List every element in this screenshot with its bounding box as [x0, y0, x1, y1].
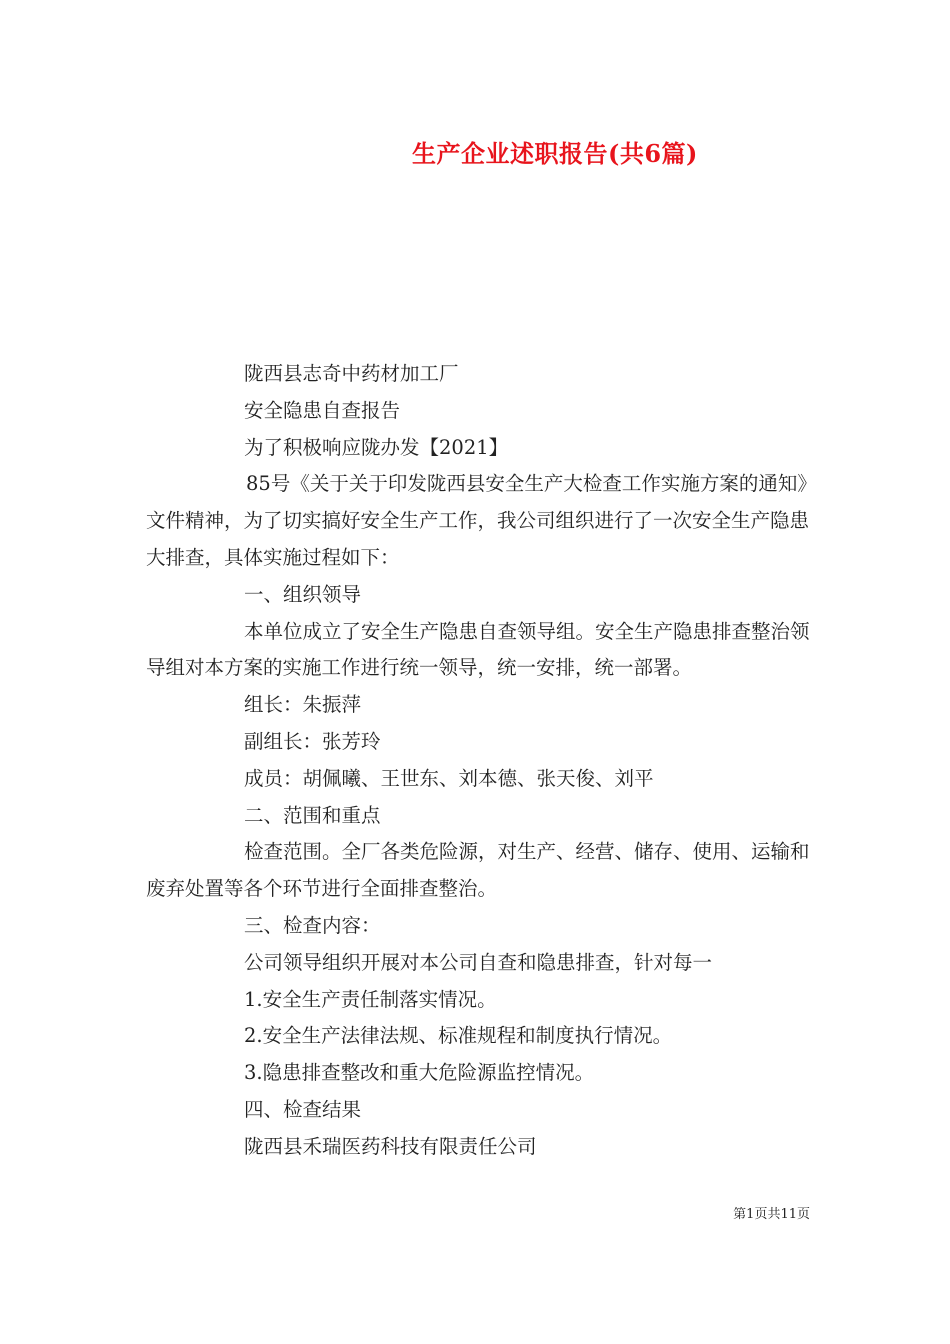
- paragraph: 四、检查结果: [244, 1097, 362, 1121]
- paragraph: 一、组织领导: [244, 582, 362, 606]
- paragraph: 陇西县禾瑞医药科技有限责任公司: [244, 1134, 537, 1158]
- paragraph: 为了积极响应陇办发【2021】: [244, 435, 509, 459]
- paragraph: 陇西县志奇中药材加工厂: [244, 362, 459, 385]
- paragraph: 三、检查内容：: [244, 913, 381, 937]
- paragraph: 组长：朱振萍: [244, 693, 362, 717]
- paragraph: 安全隐患自查报告: [244, 398, 401, 422]
- paragraph: 3.隐患排查整改和重大危险源监控情况。: [244, 1061, 595, 1085]
- paragraph: 本单位成立了安全生产隐患自查领导组。安全生产隐患排查整治领导组对本方案的实施工作进行统一领导，统一安排，统一部署。: [146, 619, 810, 680]
- document-body: [146, 356, 810, 1166]
- paragraph: 成员：胡佩曦、王世东、刘本德、张天俊、刘平: [244, 766, 654, 790]
- paragraph: 公司领导组织开展对本公司自查和隐患排查，针对每一: [244, 950, 713, 974]
- paragraph: 二、范围和重点: [244, 803, 381, 827]
- paragraph: 副组长：张芳玲: [244, 729, 381, 753]
- paragraph: 1.安全生产责任制落实情况。: [244, 987, 497, 1011]
- paragraph: 85号《关于关于印发陇西县安全生产大检查工作实施方案的通知》文件精神，为了切实搞好安全生产工作，我公司组织进行了一次安全生产隐患大排查，具体实施过程如下：: [146, 472, 810, 569]
- paragraph: 检查范围。全厂各类危险源，对生产、经营、储存、使用、运输和废弃处置等各个环节进行全面排查整治。: [146, 840, 810, 901]
- page-number: 第1页共11页: [733, 1207, 810, 1222]
- document-title: 生产企业述职报告(共6篇): [412, 139, 698, 168]
- paragraph: 2.安全生产法律法规、标准规程和制度执行情况。: [244, 1024, 673, 1048]
